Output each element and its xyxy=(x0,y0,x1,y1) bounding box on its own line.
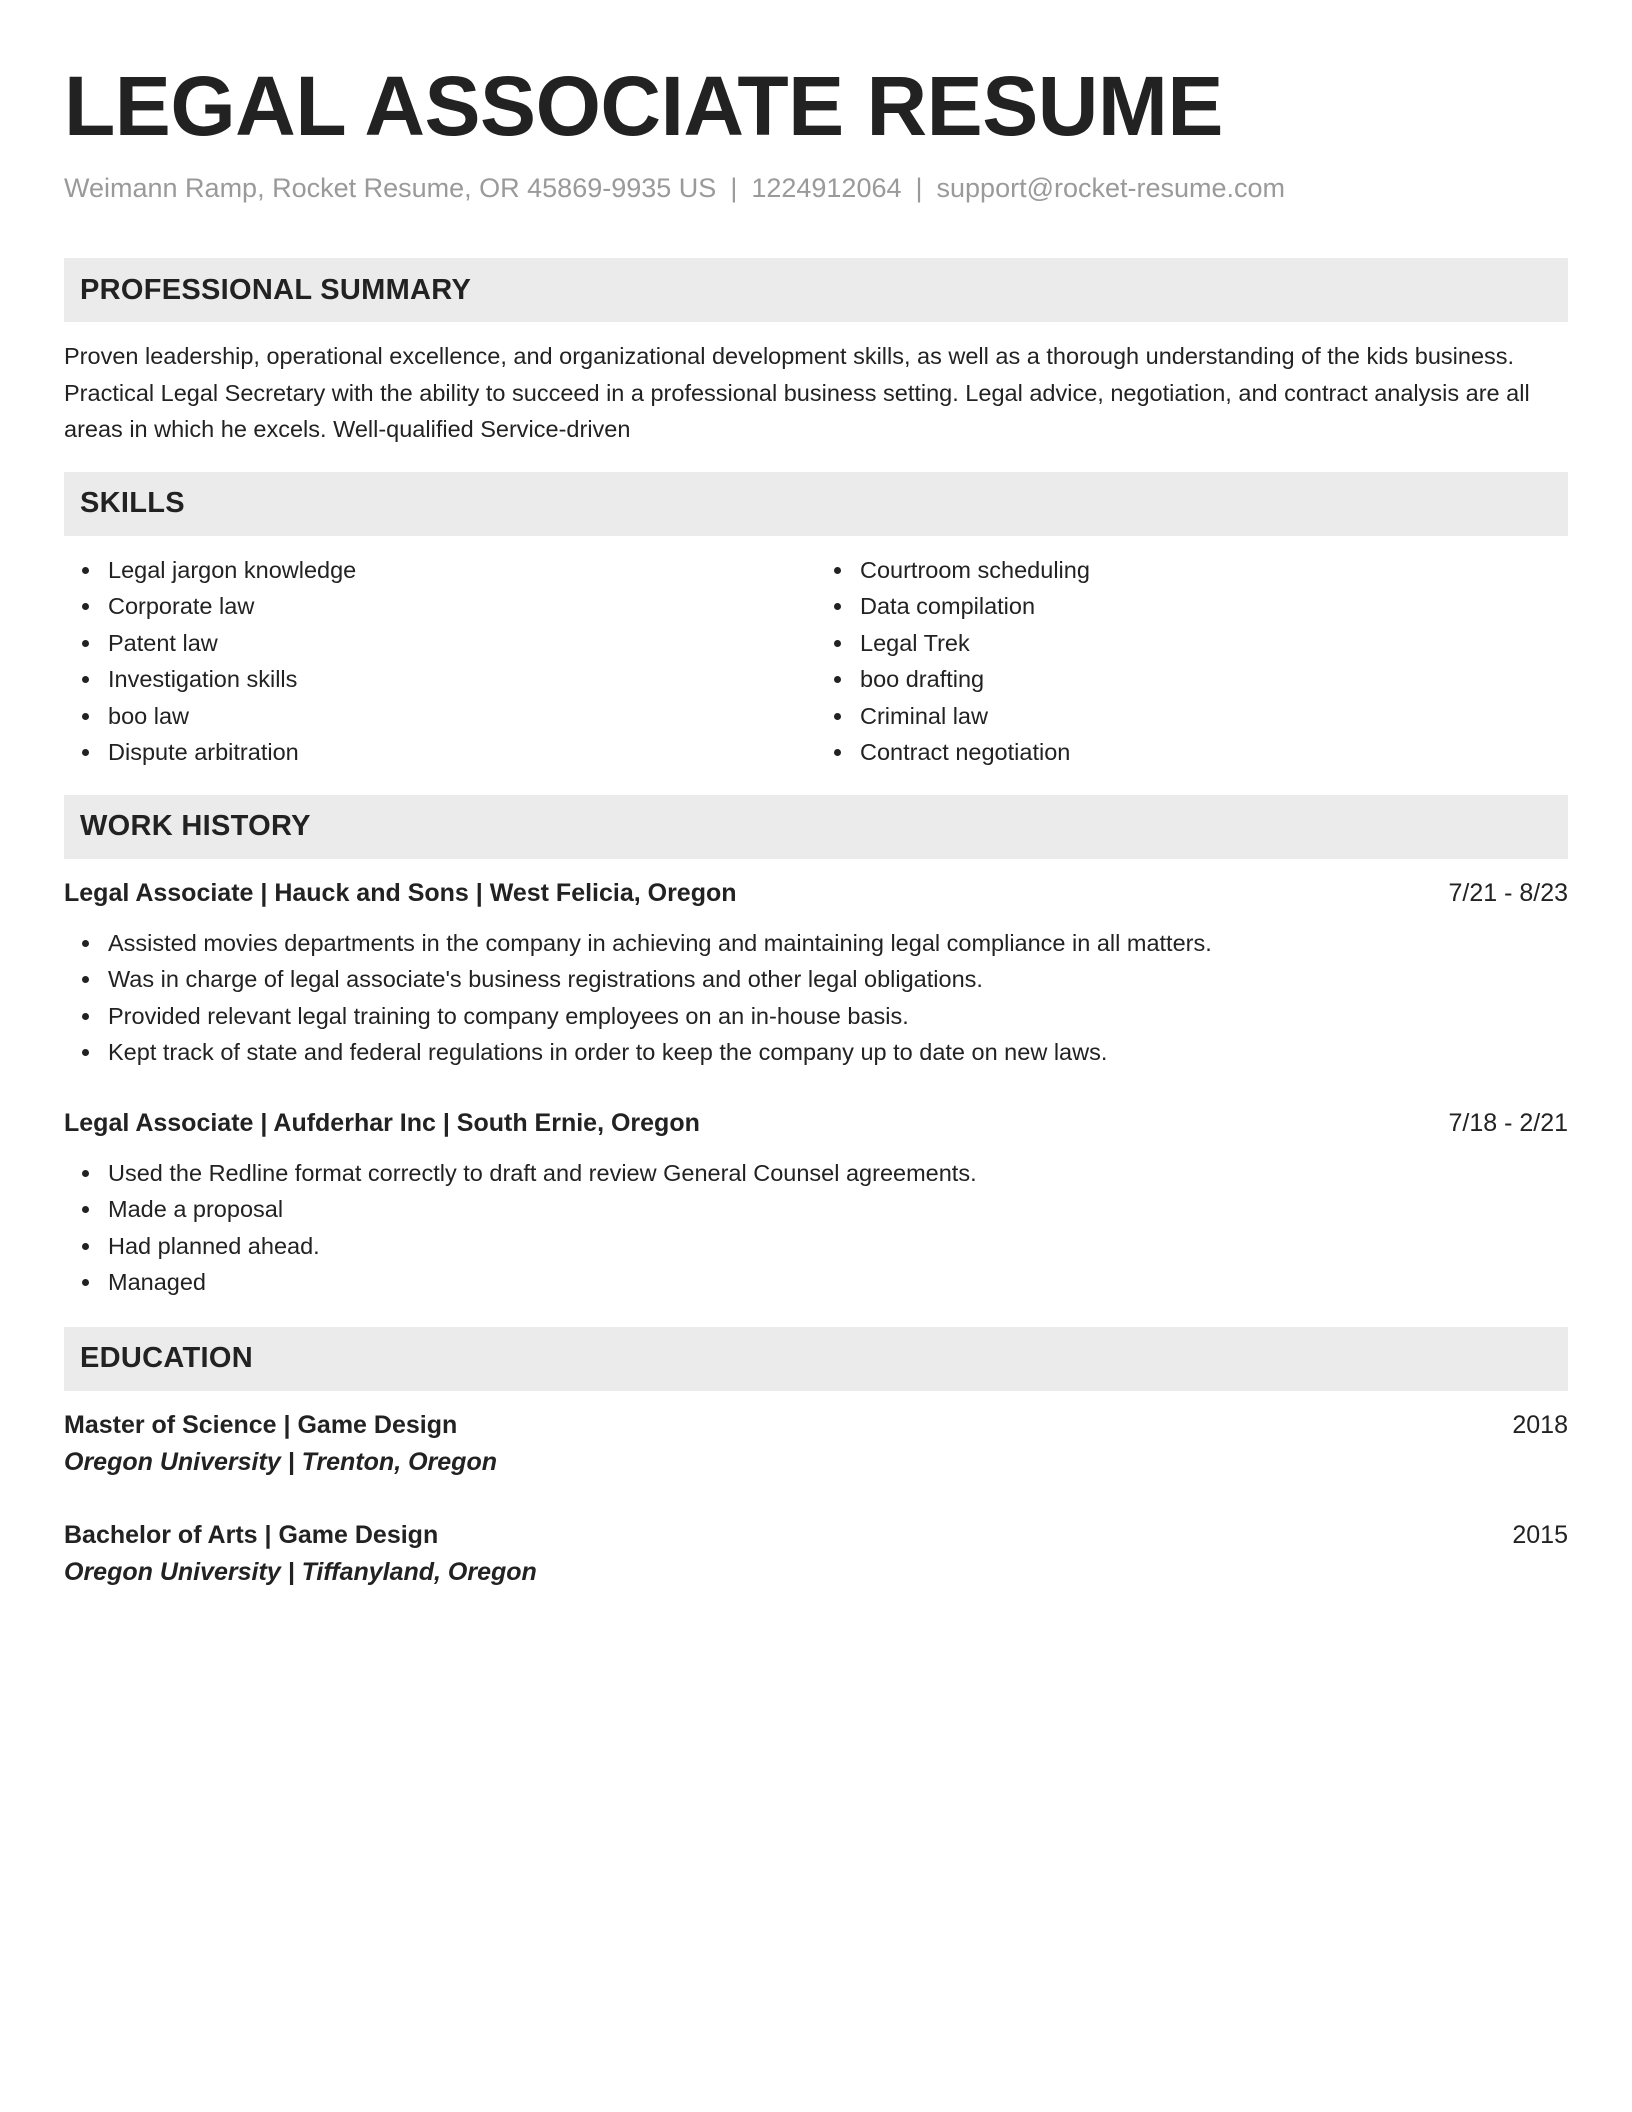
job-title: Legal Associate | Aufderhar Inc | South Ernie, Oregon xyxy=(64,1108,700,1137)
education-degree: Master of Science | Game Design xyxy=(64,1410,458,1439)
skills-section-header xyxy=(64,472,1568,536)
education-degree: Bachelor of Arts | Game Design xyxy=(64,1520,439,1549)
skill-item: boo drafting xyxy=(860,661,1568,698)
job-duty: Made a proposal xyxy=(108,1191,1568,1228)
job-duty: Used the Redline format correctly to draft and review General Counsel agreements. xyxy=(108,1155,1568,1192)
work-heading: WORK HISTORY xyxy=(80,810,311,842)
education-header xyxy=(64,1517,1568,1553)
job-duty: Assisted movies departments in the company in achieving and maintaining legal compliance in all matters. xyxy=(108,925,1568,962)
contact-phone: 1224912064 xyxy=(751,173,902,203)
skill-item: Legal Trek xyxy=(860,625,1568,662)
summary-heading: PROFESSIONAL SUMMARY xyxy=(80,273,472,306)
work-section-header xyxy=(64,795,1568,859)
job-duty: Managed xyxy=(108,1264,1568,1301)
contact-separator: | xyxy=(915,173,923,203)
skills-column-left xyxy=(64,552,816,771)
job-entry xyxy=(64,1105,1568,1301)
job-duty: Provided relevant legal training to company employees on an in-house basis. xyxy=(108,998,1568,1035)
job-dates: 7/18 - 2/21 xyxy=(1448,1108,1568,1137)
skill-item: Legal jargon knowledge xyxy=(108,552,816,589)
job-duties xyxy=(64,925,1568,1071)
job-title: Legal Associate | Hauck and Sons | West Felicia, Oregon xyxy=(64,878,737,907)
skill-item: boo law xyxy=(108,698,816,735)
skill-item: Courtroom scheduling xyxy=(860,552,1568,589)
education-entry xyxy=(64,1517,1568,1591)
skill-item: Patent law xyxy=(108,625,816,662)
education-year: 2018 xyxy=(1512,1410,1568,1439)
summary-text: Proven leadership, operational excellence, and organizational development skills, as well as a thorough understanding of the kids business. Practical Legal Secretary with the ability to succeed in a professional business setting. Legal advice, negotiation, and contract analysis are all areas in which he excels. Well-qualified Service-driven xyxy=(64,343,1530,442)
skill-item: Investigation skills xyxy=(108,661,816,698)
contact-separator: | xyxy=(730,173,738,203)
skill-item: Contract negotiation xyxy=(860,734,1568,771)
job-entry xyxy=(64,875,1568,1071)
job-duty: Had planned ahead. xyxy=(108,1228,1568,1265)
job-header xyxy=(64,875,1568,911)
job-header xyxy=(64,1105,1568,1141)
skills-column-right xyxy=(816,552,1568,771)
skill-item: Corporate law xyxy=(108,588,816,625)
education-school: Oregon University | Trenton, Oregon xyxy=(64,1447,497,1476)
education-section-header xyxy=(64,1327,1568,1391)
skill-item: Data compilation xyxy=(860,588,1568,625)
education-school: Oregon University | Tiffanyland, Oregon xyxy=(64,1557,537,1586)
skill-item: Criminal law xyxy=(860,698,1568,735)
skill-item: Dispute arbitration xyxy=(108,734,816,771)
contact-email: support@rocket-resume.com xyxy=(936,173,1286,203)
job-dates: 7/21 - 8/23 xyxy=(1448,878,1568,907)
contact-address: Weimann Ramp, Rocket Resume, OR 45869-9935 US xyxy=(64,173,717,203)
education-year: 2015 xyxy=(1512,1520,1568,1549)
contact-line xyxy=(64,170,1568,206)
summary-section-header xyxy=(64,258,1568,322)
job-duties xyxy=(64,1155,1568,1301)
resume-title: LEGAL ASSOCIATE RESUME xyxy=(64,59,1223,153)
job-duty: Was in charge of legal associate's business registrations and other legal obligations. xyxy=(108,961,1568,998)
education-header xyxy=(64,1407,1568,1443)
job-duty: Kept track of state and federal regulations in order to keep the company up to date on new laws. xyxy=(108,1034,1568,1071)
education-entry xyxy=(64,1407,1568,1481)
skills-list xyxy=(64,552,1568,771)
skills-heading: SKILLS xyxy=(80,487,185,519)
education-heading: EDUCATION xyxy=(80,1342,253,1374)
